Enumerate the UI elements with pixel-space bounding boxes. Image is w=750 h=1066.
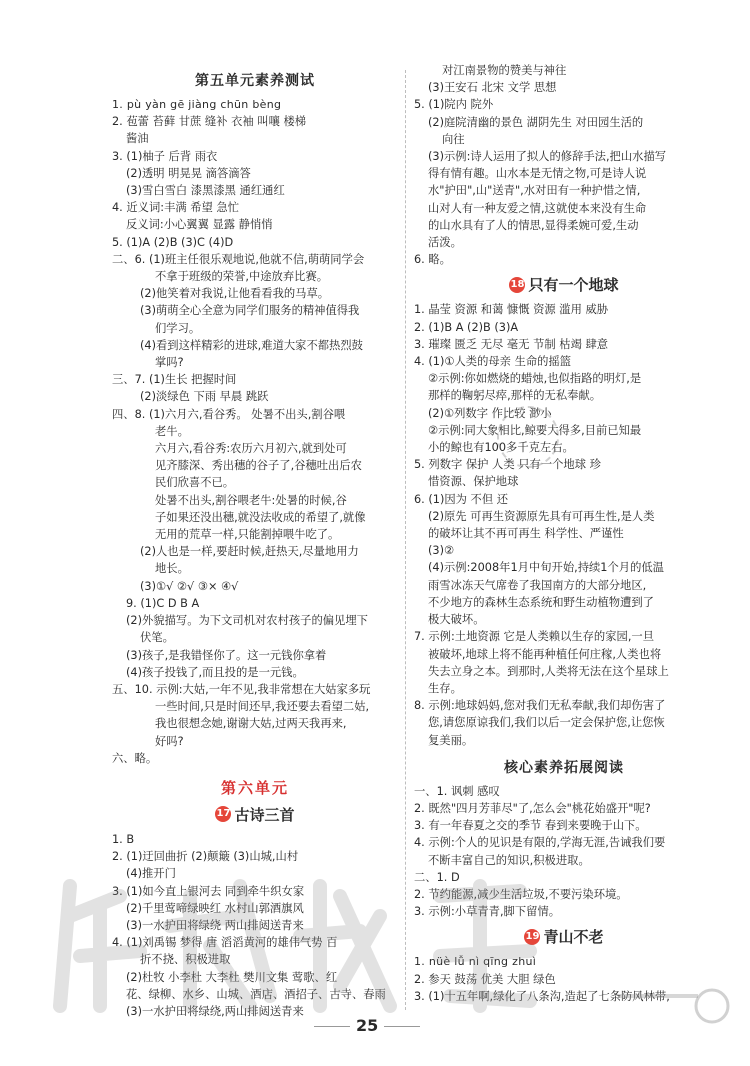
answer-line: (3)示例:诗人运用了拟人的修辞手法,把山水描写 — [428, 150, 667, 164]
page-number-rule-left — [314, 1026, 350, 1027]
answer-line: 酱油 — [126, 132, 149, 146]
answer-line: 2. (1)迂回曲折 (2)颠簸 (3)山城,山村 — [112, 850, 299, 864]
answer-line: 3. (1)如今直上银河去 同到牵牛织女家 — [112, 884, 305, 898]
answer-line: 7. 示例:土地资源 它是人类赖以生存的家园,一旦 — [414, 630, 654, 644]
answer-line: 民们欣喜不已。 — [155, 476, 235, 490]
answer-line: 处暑不出头,割谷喂老牛:处暑的时候,谷 — [155, 493, 347, 507]
answer-line: 3. 璀璨 匮乏 无尽 毫无 节制 枯竭 肆意 — [414, 337, 609, 351]
answer-line: 对江南景物的赞美与神往 — [442, 64, 567, 77]
lesson19-title: 青山不老 — [543, 928, 604, 947]
unit5-test-title: 第五单元素养测试 — [195, 73, 315, 89]
answer-line: 老牛。 — [155, 424, 189, 438]
answer-line: (2)杜牧 小李杜 大李杜 樊川文集 莺歌、红 — [126, 970, 338, 984]
answer-line: 1. 晶莹 资源 和蔼 慷慨 资源 滥用 威胁 — [414, 303, 609, 317]
answer-line: 3. (1)柚子 后背 雨衣 — [112, 149, 218, 163]
answer-line: (2)原先 可再生资源原先具有可再生性,是人类 — [428, 509, 655, 523]
answer-line: 惜资源、保护地球 — [428, 475, 519, 489]
answer-line: 2. 节约能源,减少生活垃圾,不要污染环境。 — [414, 887, 628, 901]
answer-line: 水"护田",山"送青",水对田有一种护惜之情, — [428, 184, 641, 198]
lesson18-answers — [414, 301, 714, 748]
lesson17-answers-continued — [414, 62, 714, 268]
lesson18-title: 只有一个地球 — [528, 276, 619, 295]
answer-line: 五、10. 示例:大姑,一年不见,我非常想在大姑家多玩 — [112, 682, 371, 696]
answer-line: 8. 示例:地球妈妈,您对我们无私奉献,我们却伤害了 — [414, 699, 666, 713]
lesson17-title: 古诗三首 — [234, 805, 295, 824]
answer-line: 5. (1)院内 院外 — [414, 98, 494, 112]
answer-line: 活泼。 — [428, 236, 462, 250]
answer-line: 得有情有趣。山水本是无情之物,可是诗人说 — [428, 167, 647, 181]
extended-reading-title: 核心素养拓展阅读 — [504, 759, 624, 776]
answer-line: 地长。 — [155, 562, 189, 576]
answer-line: 4. (1)刘禹锡 梦得 唐 滔滔黄河的雄伟气势 百 — [112, 936, 338, 950]
answer-line: 被破坏,地球上将不能再种植任何庄稼,人类也将 — [428, 647, 662, 661]
answer-line: 6. 略。 — [414, 253, 451, 267]
lesson17-number-badge: 17 — [215, 806, 231, 822]
stamp-watermark — [497, 406, 559, 468]
answer-line: 六、略。 — [112, 751, 158, 765]
answer-line: 见齐膝深、秀出穗的谷子了,谷穗吐出后农 — [155, 459, 362, 473]
answer-line: ②示例:同大象相比,鲸要大得多,目前已知最 — [428, 423, 642, 437]
answer-line: (3)①√ ②√ ③× ④√ — [140, 579, 239, 593]
answer-line: 5. (1)A (2)B (3)C (4)D — [112, 235, 234, 249]
lesson19-number-badge: 19 — [524, 929, 540, 945]
answer-line: (2)他笑着对我说,让他看看我的马草。 — [140, 287, 330, 301]
answer-line: 六月六,看谷秀:农历六月初六,就到处可 — [155, 442, 347, 456]
answer-line: 复美丽。 — [428, 733, 474, 747]
answer-line: (4)示例:2008年1月中旬开始,持续1个月的低温 — [428, 561, 664, 575]
answer-line: 9. (1)C D B A — [126, 596, 200, 610]
answer-line: 折不挠、积极进取 — [140, 953, 231, 967]
answer-line: 3. 有一年春夏之交的季节 春到来要晚于山下。 — [414, 819, 647, 833]
answer-line: 5. 列数字 保护 人类 只有一个地球 珍 — [414, 458, 601, 472]
answer-line: (3)王安石 北宋 文学 思想 — [428, 81, 557, 95]
lesson18-number-badge: 18 — [509, 277, 525, 293]
watermark-strokes — [40, 856, 580, 1026]
answer-line: 4. (1)①人类的母亲 生命的摇篮 — [414, 355, 572, 369]
answer-line: 不拿于班级的荣誉,中途放弃比赛。 — [155, 270, 329, 284]
answer-line: 1. B — [112, 832, 135, 846]
answer-line: 极大破坏。 — [428, 613, 485, 627]
answer-line: 6. (1)因为 不但 还 — [414, 492, 509, 506]
answer-line: 2. (1)B A (2)B (3)A — [414, 320, 519, 334]
answer-line: 生存。 — [428, 681, 462, 695]
answer-line: 您,请您原谅我们,我们以后一定会保护您,让您恢 — [428, 716, 665, 730]
answer-line: (2)庭院清幽的景色 湖阴先生 对田园生活的 — [428, 115, 644, 129]
answer-line: 2. 既然"四月芳菲尽"了,怎么会"桃花始盛开"呢? — [414, 801, 651, 815]
answer-line: 小的鲸也有100多千克左右。 — [428, 441, 574, 455]
answer-line: (2)外貌描写。为下文司机对农村孩子的偏见埋下 — [126, 614, 368, 628]
answer-line: 二、1. D — [414, 870, 460, 884]
answer-line: 向往 — [442, 132, 465, 146]
answer-line: 一些时间,只是时间还早,我还要去看望二姑, — [155, 700, 370, 714]
answer-line: (4)推开门 — [126, 867, 176, 881]
answer-line: (4)看到这样精彩的进球,难道大家不都热烈鼓 — [140, 338, 363, 352]
answer-line: (3)② — [428, 544, 455, 558]
answer-line: 3. 示例:小草青青,脚下留情。 — [414, 905, 561, 919]
answer-line: 们学习。 — [155, 321, 201, 335]
page-number-rule-right — [384, 1026, 420, 1027]
answer-line: 二、6. (1)班主任很乐观地说,他就不信,萌萌同学会 — [112, 252, 365, 266]
answer-line: 不少地方的森林生态系统和野生动植物遭到了 — [428, 595, 654, 609]
answer-line: 4. 近义词:丰满 希望 急忙 — [112, 201, 240, 215]
answer-line: (2)人也是一样,要赶时候,赶热天,尽量地用力 — [140, 545, 359, 559]
answer-line: 3. (1)十五年啊,绿化了八条沟,造起了七条防风林带, — [414, 989, 670, 1003]
answer-line: 伏笔。 — [140, 631, 174, 645]
page-number: 25 — [356, 1016, 379, 1035]
answer-line: 那样的鞠躬尽瘁,那样的无私奉献。 — [428, 389, 602, 403]
answer-line: 一、1. 讽刺 感叹 — [414, 784, 500, 798]
answer-line: 反义词:小心翼翼 显露 静悄悄 — [126, 218, 273, 232]
answer-line: 1. pù yàn gē jiàng chūn bèng — [112, 98, 282, 111]
answer-line: (4)孩子投钱了,而且投的是一元钱。 — [126, 665, 304, 679]
answer-line: 三、7. (1)生长 把握时间 — [112, 373, 237, 387]
answer-line: (3)一水护田将绿绕 两山排闼送青来 — [126, 918, 304, 932]
answer-line: 失去立身之本。到那时,人类将无法在这个星球上 — [428, 664, 669, 678]
answer-line: (2)①列数字 作比较 渺小 — [428, 406, 552, 420]
answer-line: (3)孩子,是我错怪你了。这一元钱你拿着 — [126, 648, 327, 662]
answer-line: ②示例:你如燃烧的蜡烛,也似指路的明灯,是 — [428, 372, 642, 386]
answer-line: 的山水具有了人的情思,显得柔婉可爱,生动 — [428, 218, 639, 232]
answer-line: 四、8. (1)六月六,看谷秀。 处暑不出头,割谷喂 — [112, 407, 346, 421]
answer-line: (2)淡绿色 下雨 早晨 跳跃 — [140, 390, 269, 404]
answer-line: 我也很想念她,谢谢大姑,过两天我再来, — [155, 717, 347, 731]
answer-line: 无用的荒草一样,只能割掉喂牛吃了。 — [155, 528, 340, 542]
answer-line: (3)萌萌全心全意为同学们服务的精神值得我 — [140, 304, 360, 318]
answer-line: 2. 参天 鼓荡 优美 大胆 绿色 — [414, 972, 556, 986]
answer-line: (2)透明 明晃晃 滴答滴答 — [126, 166, 251, 180]
answer-line: 山对人有一种友爱之情,这就使本来没有生命 — [428, 201, 647, 215]
unit6-title: 第六单元 — [220, 778, 289, 797]
answer-line: 好吗? — [155, 734, 184, 748]
answer-line: 4. 示例:个人的见识是有限的,学海无涯,告诫我们要 — [414, 836, 666, 850]
answer-line: 雨雪冰冻天气席卷了我国南方的大部分地区, — [428, 578, 647, 592]
answer-line: 掌吗? — [155, 356, 184, 370]
answer-line: (3)一水护田将绿绕,两山排闼送青来 — [126, 1004, 304, 1018]
lesson18-heading — [414, 274, 714, 295]
answer-line: (2)千里莺啼绿映红 水村山郭酒旗风 — [126, 901, 304, 915]
logo-watermark-icon — [608, 984, 734, 1040]
large-watermark — [40, 856, 580, 1026]
unit5-answers — [112, 96, 398, 767]
answer-line: 子如果还没出穗,就没法收成的希望了,就像 — [155, 510, 366, 524]
answer-line: 2. 苞蕾 苔藓 甘蔗 缝补 衣袖 叫嚷 楼梯 — [112, 115, 307, 129]
answer-line: 不断丰富自己的知识,积极进取。 — [428, 853, 590, 867]
answer-line: 花、绿柳、水乡、山城、酒店、酒招子、古寺、春雨 — [126, 987, 386, 1001]
answer-line: 1. nüè lǚ nì qīng zhuì — [414, 955, 537, 969]
answer-line: (3)雪白雪白 漆黑漆黑 通红通红 — [126, 184, 285, 198]
answer-line: 的破坏让其不再可再生 科学性、严谨性 — [428, 527, 624, 541]
lesson17-heading — [112, 804, 398, 825]
